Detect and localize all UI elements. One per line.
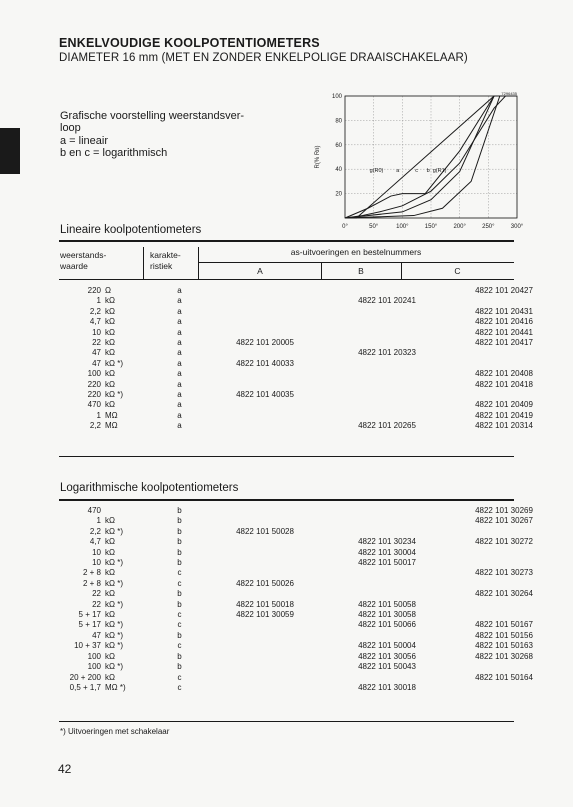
graph-caption-line: loop — [60, 122, 81, 135]
cell-a — [203, 317, 327, 327]
y-tick-label: 20 — [335, 191, 342, 198]
col-header-resistance — [60, 250, 106, 272]
cell-unit: kΩ — [105, 568, 115, 578]
cell-a — [203, 589, 327, 599]
cell-b: 4822 101 20265 — [358, 421, 416, 431]
cell-char: c — [177, 641, 182, 651]
page-subtitle: DIAMETER 16 mm (MET EN ZONDER ENKELPOLIGE DRAAISCHAKELAAR) — [59, 52, 468, 64]
col-header-c: C — [454, 266, 461, 276]
table-row — [59, 506, 561, 516]
x-tick-label: 200° — [453, 224, 466, 230]
cell-b — [327, 369, 447, 379]
cell-c: 4822 101 30273 — [475, 568, 533, 578]
cell-char: b — [177, 526, 182, 536]
cell-val: 4,7 — [89, 317, 101, 327]
cell-c: 4822 101 50163 — [475, 641, 533, 651]
cell-a — [203, 641, 327, 651]
cell-val: 22 — [92, 599, 101, 609]
col-header-line: waarde — [60, 261, 88, 271]
cell-c: 4822 101 30272 — [475, 537, 533, 547]
cell-b — [327, 317, 447, 327]
cell-a: 4822 101 50026 — [236, 578, 294, 588]
cell-val: 47 — [92, 630, 101, 640]
cell-a: 4822 101 30059 — [236, 610, 294, 620]
log-section-title: Logarithmische koolpotentiometers — [60, 482, 239, 494]
cell-c — [447, 296, 561, 306]
cell-b — [327, 307, 447, 317]
linear-section-title: Lineaire koolpotentiometers — [60, 224, 202, 236]
cell-val: 10 — [92, 558, 101, 568]
cell-a — [203, 400, 327, 410]
cell-val: 5 + 17 — [78, 620, 101, 630]
cell-unit: kΩ — [105, 651, 115, 661]
cell-val: 220 — [87, 379, 101, 389]
cell-b: 4822 101 30018 — [358, 682, 416, 692]
cell-unit: kΩ — [105, 516, 115, 526]
cell-char: b — [177, 506, 182, 515]
cell-c: 4822 101 50164 — [475, 672, 533, 682]
table-row — [59, 400, 561, 410]
footnote: *) Uitvoeringen met schakelaar — [60, 727, 170, 736]
cell-b — [327, 338, 447, 348]
cell-unit — [105, 506, 156, 516]
cell-b: 4822 101 50066 — [358, 620, 416, 630]
table-row — [59, 421, 561, 431]
cell-c — [447, 359, 561, 369]
table-row — [59, 317, 561, 327]
cell-char: a — [177, 348, 182, 358]
y-tick-label: 60 — [335, 142, 342, 149]
cell-b — [327, 359, 447, 369]
cell-unit: kΩ — [105, 338, 115, 348]
log-table — [59, 506, 561, 693]
cell-char: b — [177, 651, 182, 661]
cell-b: 4822 101 30234 — [358, 537, 416, 547]
cell-char: a — [177, 296, 182, 306]
cell-a — [203, 369, 327, 379]
cell-unit: kΩ *) — [105, 630, 123, 640]
cell-val: 220 — [87, 286, 101, 295]
cell-val: 22 — [92, 589, 101, 599]
curve-label: a — [396, 168, 400, 175]
table-row — [59, 620, 561, 630]
cell-c — [447, 600, 561, 610]
x-tick-label: 150° — [424, 224, 438, 230]
resistance-curve-chart — [313, 88, 535, 233]
cell-a — [203, 296, 327, 306]
table-row — [59, 631, 561, 641]
cell-char: a — [177, 327, 182, 337]
cell-unit: MΩ — [105, 421, 118, 431]
cell-b: 4822 101 50017 — [358, 558, 416, 568]
cell-a — [203, 421, 327, 431]
cell-c — [447, 390, 561, 400]
cell-char: a — [177, 369, 182, 379]
cell-unit: kΩ — [105, 348, 115, 358]
cell-val: 10 — [92, 547, 101, 557]
cell-c: 4822 101 30267 — [475, 516, 533, 526]
cell-char: b — [177, 537, 182, 547]
cell-b — [327, 506, 447, 516]
curve-label: c — [415, 168, 419, 175]
cell-unit: kΩ — [105, 369, 115, 379]
table-row — [59, 537, 561, 547]
cell-a: 4822 101 40033 — [236, 358, 294, 368]
cell-val: 100 — [87, 651, 101, 661]
cell-unit: kΩ — [105, 379, 115, 389]
cell-c — [447, 683, 561, 693]
cell-a — [203, 516, 327, 526]
curve-label: g(R1) — [432, 168, 447, 175]
cell-char: c — [177, 620, 182, 630]
cell-char: b — [177, 589, 182, 599]
cell-unit: kΩ — [105, 327, 115, 337]
cell-c: 4822 101 20408 — [475, 369, 533, 379]
cell-char: c — [177, 610, 182, 620]
graph-caption-line: Grafische voorstelling weerstandsver- — [60, 110, 245, 122]
cell-char: a — [177, 338, 182, 348]
cell-c — [447, 548, 561, 558]
cell-b — [327, 400, 447, 410]
cell-unit: kΩ — [105, 547, 115, 557]
cell-char: c — [177, 578, 182, 588]
cell-a — [203, 548, 327, 558]
cell-char: c — [177, 682, 182, 692]
y-tick-label: 40 — [335, 167, 342, 174]
cell-val: 10 — [92, 327, 101, 337]
cell-unit: kΩ *) — [105, 599, 123, 609]
cell-val: 220 — [87, 390, 101, 400]
table-row — [59, 610, 561, 620]
cell-val: 470 — [87, 506, 101, 515]
cell-char: a — [177, 390, 182, 400]
table-row — [59, 516, 561, 526]
table-row — [59, 328, 561, 338]
table-row — [59, 286, 561, 296]
cell-a — [203, 307, 327, 317]
table-row — [59, 348, 561, 358]
table-row — [59, 641, 561, 651]
divider — [59, 456, 514, 457]
table-row — [59, 338, 561, 348]
table-row — [59, 652, 561, 662]
cell-unit: kΩ *) — [105, 390, 123, 400]
cell-char: b — [177, 662, 182, 672]
cell-c: 4822 101 30268 — [475, 651, 533, 661]
cell-unit: kΩ — [105, 296, 115, 306]
cell-c: 4822 101 20427 — [475, 286, 533, 295]
cell-val: 470 — [87, 400, 101, 410]
cell-c: 4822 101 30269 — [475, 506, 533, 515]
cell-val: 5 + 17 — [78, 610, 101, 620]
cell-c: 4822 101 50167 — [475, 620, 533, 630]
cell-char: a — [177, 358, 182, 368]
cell-b — [327, 516, 447, 526]
cell-c: 4822 101 20418 — [475, 379, 533, 389]
cell-val: 1 — [96, 516, 101, 526]
y-tick-label: 100 — [331, 94, 342, 100]
col-header-line: ristiek — [150, 261, 173, 271]
y-axis-label: R(% Rn) — [315, 145, 321, 169]
cell-unit: kΩ *) — [105, 641, 123, 651]
cell-b — [327, 527, 447, 537]
page-title: ENKELVOUDIGE KOOLPOTENTIOMETERS — [59, 36, 320, 50]
table-row — [59, 589, 561, 599]
table-row — [59, 359, 561, 369]
cell-unit: kΩ *) — [105, 578, 123, 588]
curve-label: g(R0) — [369, 168, 384, 175]
cell-a — [203, 558, 327, 568]
cell-char: b — [177, 599, 182, 609]
cell-a — [203, 506, 327, 516]
cell-unit: kΩ — [105, 317, 115, 327]
cell-b — [327, 589, 447, 599]
cell-val: 47 — [92, 358, 101, 368]
cell-a — [203, 620, 327, 630]
table-row — [59, 411, 561, 421]
table-row — [59, 673, 561, 683]
cell-a — [203, 631, 327, 641]
cell-char: a — [177, 379, 182, 389]
divider — [198, 247, 199, 279]
divider — [143, 247, 144, 279]
cell-val: 22 — [92, 338, 101, 348]
cell-b: 4822 101 50043 — [358, 662, 416, 672]
cell-char: c — [177, 672, 182, 682]
cell-val: 4,7 — [89, 537, 101, 547]
cell-unit: Ω — [105, 286, 111, 295]
cell-unit: kΩ *) — [105, 558, 123, 568]
cell-val: 100 — [87, 369, 101, 379]
cell-b — [327, 568, 447, 578]
cell-char: c — [177, 568, 182, 578]
cell-val: 1 — [96, 410, 101, 420]
col-header-group: as-uitvoeringen en bestelnummers — [290, 247, 422, 257]
graph-caption — [60, 110, 290, 160]
cell-char: b — [177, 547, 182, 557]
table-row — [59, 683, 561, 693]
table-row — [59, 662, 561, 672]
cell-a — [203, 673, 327, 683]
cell-unit: kΩ — [105, 610, 115, 620]
cell-c — [447, 527, 561, 537]
divider — [59, 279, 514, 280]
cell-b — [327, 328, 447, 338]
cell-b: 4822 101 30058 — [358, 610, 416, 620]
cell-val: 20 + 200 — [69, 672, 101, 682]
cell-char: a — [177, 317, 182, 327]
cell-c: 4822 101 20431 — [475, 306, 533, 316]
cell-a — [203, 348, 327, 358]
col-header-line: karakte- — [150, 250, 181, 260]
cell-a — [203, 411, 327, 421]
curve-label: b — [426, 168, 430, 175]
cell-unit: kΩ *) — [105, 620, 123, 630]
cell-c — [447, 348, 561, 358]
divider — [321, 263, 322, 279]
cell-val: 2 + 8 — [82, 568, 101, 578]
table-row — [59, 579, 561, 589]
cell-unit: kΩ — [105, 672, 115, 682]
table-row — [59, 380, 561, 390]
x-tick-label: 50° — [369, 224, 379, 230]
cell-a — [203, 286, 327, 296]
cell-b: 4822 101 20323 — [358, 348, 416, 358]
table-row — [59, 296, 561, 306]
cell-c: 4822 101 20416 — [475, 317, 533, 327]
cell-unit: kΩ — [105, 537, 115, 547]
cell-val: 2,2 — [89, 306, 101, 316]
cell-char: a — [177, 306, 182, 316]
cell-b: 4822 101 50058 — [358, 599, 416, 609]
cell-b — [327, 390, 447, 400]
cell-b — [327, 673, 447, 683]
cell-c — [447, 662, 561, 672]
cell-char: b — [177, 630, 182, 640]
col-header-b: B — [358, 266, 364, 276]
y-tick-label: 80 — [335, 118, 342, 125]
cell-a — [203, 652, 327, 662]
cell-val: 0,5 + 1,7 — [69, 682, 101, 692]
cell-unit: MΩ — [105, 410, 118, 420]
cell-c: 4822 101 20419 — [475, 410, 533, 420]
graph-caption-line: a = lineair — [60, 134, 109, 147]
cell-b — [327, 286, 447, 296]
table-row — [59, 369, 561, 379]
cell-unit: kΩ — [105, 400, 115, 410]
cell-val: 100 — [87, 662, 101, 672]
cell-b — [327, 579, 447, 589]
cell-a — [203, 568, 327, 578]
cell-c: 4822 101 30264 — [475, 589, 533, 599]
divider — [59, 499, 514, 501]
cell-b: 4822 101 30004 — [358, 547, 416, 557]
cell-char: a — [177, 286, 182, 295]
divider — [59, 721, 514, 722]
cell-a: 4822 101 20005 — [236, 338, 294, 348]
col-header-line: weerstands- — [60, 250, 107, 260]
x-tick-label: 300° — [510, 224, 524, 230]
col-header-a: A — [257, 266, 263, 276]
cell-c — [447, 610, 561, 620]
page-number: 42 — [58, 762, 72, 776]
x-tick-label: 250° — [482, 224, 495, 230]
cell-c: 4822 101 20441 — [475, 327, 533, 337]
cell-val: 10 + 37 — [74, 641, 101, 651]
cell-a — [203, 380, 327, 390]
cell-unit: kΩ *) — [105, 358, 123, 368]
cell-b — [327, 631, 447, 641]
cell-a — [203, 683, 327, 693]
cell-c — [447, 579, 561, 589]
cell-val: 2 + 8 — [82, 578, 101, 588]
cell-unit: MΩ *) — [105, 682, 126, 692]
cell-char: a — [177, 400, 182, 410]
table-row — [59, 568, 561, 578]
x-tick-label: 0° — [342, 224, 348, 230]
cell-a: 4822 101 40035 — [236, 390, 294, 400]
cell-a: 4822 101 50018 — [236, 599, 294, 609]
table-row — [59, 548, 561, 558]
table-row — [59, 307, 561, 317]
cell-b — [327, 411, 447, 421]
cell-unit: kΩ — [105, 306, 115, 316]
graph-caption-line: b en c = logarithmisch — [60, 147, 168, 160]
cell-char: a — [177, 421, 182, 431]
cell-b: 4822 101 30056 — [358, 651, 416, 661]
cell-a — [203, 328, 327, 338]
cell-val: 47 — [92, 348, 101, 358]
x-tick-label: 100° — [396, 224, 409, 230]
linear-table — [59, 286, 561, 432]
cell-b: 4822 101 50004 — [358, 641, 416, 651]
cell-a — [203, 537, 327, 547]
cell-unit: kΩ *) — [105, 526, 123, 536]
cell-c: 4822 101 20417 — [475, 338, 533, 348]
cell-val: 1 — [96, 296, 101, 306]
cell-c: 4822 101 20409 — [475, 400, 533, 410]
cell-char: b — [177, 516, 182, 526]
cell-b: 4822 101 20241 — [358, 296, 416, 306]
cell-c — [447, 558, 561, 568]
cell-a — [203, 662, 327, 672]
cell-char: b — [177, 558, 182, 568]
cell-char: a — [177, 410, 182, 420]
col-header-characteristic — [150, 250, 181, 272]
cell-unit: kΩ — [105, 589, 115, 599]
cell-unit: kΩ *) — [105, 662, 123, 672]
corner-label: 7296435 — [501, 91, 517, 96]
table-row — [59, 390, 561, 400]
cell-c: 4822 101 50156 — [475, 630, 533, 640]
cell-val: 2,2 — [89, 526, 101, 536]
divider — [401, 263, 402, 279]
table-row — [59, 600, 561, 610]
table-row — [59, 527, 561, 537]
divider — [199, 262, 514, 263]
divider — [59, 240, 514, 242]
cell-val: 2,2 — [89, 421, 101, 431]
cell-c: 4822 101 20314 — [475, 421, 533, 431]
section-tab-marker — [0, 128, 20, 174]
cell-a: 4822 101 50028 — [236, 526, 294, 536]
table-row — [59, 558, 561, 568]
cell-b — [327, 380, 447, 390]
